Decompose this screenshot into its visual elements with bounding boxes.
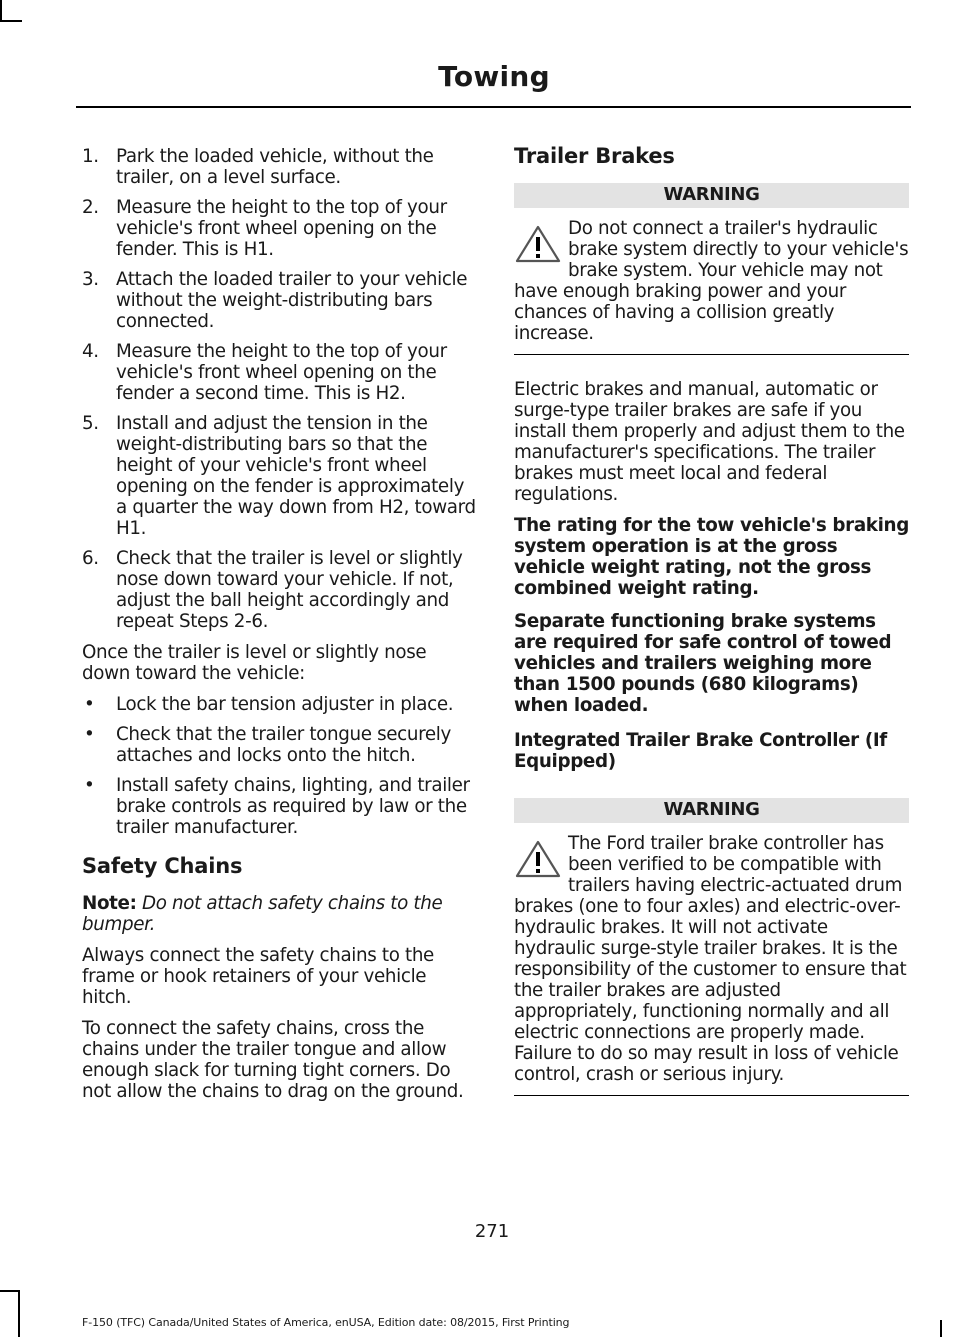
warning-text: Do not connect a trailer's hydraulic brake system directly to your vehicle's brake system. Your vehicle may not have enough braking power and your chances of having a collision greatly increase. bbox=[514, 218, 909, 344]
right-column bbox=[514, 146, 909, 1120]
list-item: 4. Measure the height to the top of your vehicle's front wheel opening on the fender a second time. This is H2. bbox=[82, 341, 447, 404]
list-item: • Install safety chains, lighting, and trailer brake controls as required by law or the trailer manufacturer. bbox=[84, 775, 470, 838]
crop-mark bbox=[18, 1290, 20, 1337]
footer-text: F-150 (TFC) Canada/United States of America, enUSA, Edition date: 08/2015, First Printing bbox=[82, 1316, 570, 1329]
crop-mark bbox=[0, 20, 22, 22]
note: Note: Do not attach safety chains to the bumper. bbox=[82, 893, 443, 935]
once-text: Once the trailer is level or slightly nose down toward the vehicle: bbox=[82, 642, 427, 684]
bullet-list bbox=[82, 694, 477, 838]
bold-paragraph: The rating for the tow vehicle's braking system operation is at the gross vehicle weight rating, not the gross combined weight rating. bbox=[514, 515, 909, 599]
list-item: 1. Park the loaded vehicle, without the trailer, on a level surface. bbox=[82, 146, 434, 188]
page-number: 271 bbox=[474, 1221, 510, 1242]
crop-mark bbox=[0, 0, 2, 22]
steps-list bbox=[82, 146, 477, 632]
page-title: Towing bbox=[438, 60, 550, 93]
warning-text: The Ford trailer brake controller has been verified to be compatible with trailers having electric-actuated drum brakes (one to four axles) and electric-over-hydraulic brakes. It will not activate hydraulic surge-style trailer brakes. It is the responsibility of the customer to ensure that the trailer brakes are adjusted appropriately, functioning normally and all electric connections are properly made. Failure to do so may result in loss of vehicle control, crash or serious injury. bbox=[514, 833, 907, 1085]
paragraph: Electric brakes and manual, automatic or surge-type trailer brakes are safe if you install them properly and adjust them to the manufacturer's specifications. The trailer brakes must meet local and federal regulations. bbox=[514, 379, 905, 505]
paragraph: Always connect the safety chains to the frame or hook retainers of your vehicle hitch. bbox=[82, 945, 434, 1008]
header-rule bbox=[76, 106, 911, 108]
list-item: 2. Measure the height to the top of your vehicle's front wheel opening on the fender. This is H1. bbox=[82, 197, 447, 260]
safety-chains-heading: Safety Chains bbox=[82, 854, 243, 878]
list-item: 5. Install and adjust the tension in the weight-distributing bars so that the height of your vehicle's front wheel opening on the fender is approximately a quarter the way down from H2, toward H1. bbox=[82, 413, 476, 539]
crop-mark bbox=[0, 1290, 20, 1292]
brake-controller-heading: Integrated Trailer Brake Controller (If Equipped) bbox=[514, 730, 887, 772]
list-item: 3. Attach the loaded trailer to your vehicle without the weight-distributing bars connected. bbox=[82, 269, 468, 332]
warning-label: WARNING bbox=[514, 798, 909, 823]
warning-triangle-icon bbox=[514, 224, 562, 264]
trailer-brakes-heading: Trailer Brakes bbox=[514, 144, 675, 168]
bullet-icon: • bbox=[84, 724, 95, 745]
bullet-icon: • bbox=[84, 694, 95, 715]
left-column bbox=[82, 146, 477, 1112]
paragraph: To connect the safety chains, cross the chains under the trailer tongue and allow enough slack for turning tight corners. Do not allow the chains to drag on the ground. bbox=[82, 1018, 464, 1102]
list-item: 6. Check that the trailer is level or slightly nose down toward your vehicle. If not, adjust the ball height accordingly and repeat Steps 2-6. bbox=[82, 548, 463, 632]
crop-mark bbox=[940, 1320, 942, 1337]
bold-paragraph: Separate functioning brake systems are required for safe control of towed vehicles and trailers weighing more than 1500 pounds (680 kilograms) when loaded. bbox=[514, 611, 892, 716]
list-item: • Lock the bar tension adjuster in place. bbox=[84, 694, 454, 715]
warning-box bbox=[514, 218, 909, 355]
list-item: • Check that the trailer tongue securely attaches and locks onto the hitch. bbox=[84, 724, 451, 766]
warning-triangle-icon bbox=[514, 839, 562, 879]
warning-box bbox=[514, 833, 909, 1096]
bullet-icon: • bbox=[84, 775, 95, 796]
warning-label: WARNING bbox=[514, 183, 909, 208]
